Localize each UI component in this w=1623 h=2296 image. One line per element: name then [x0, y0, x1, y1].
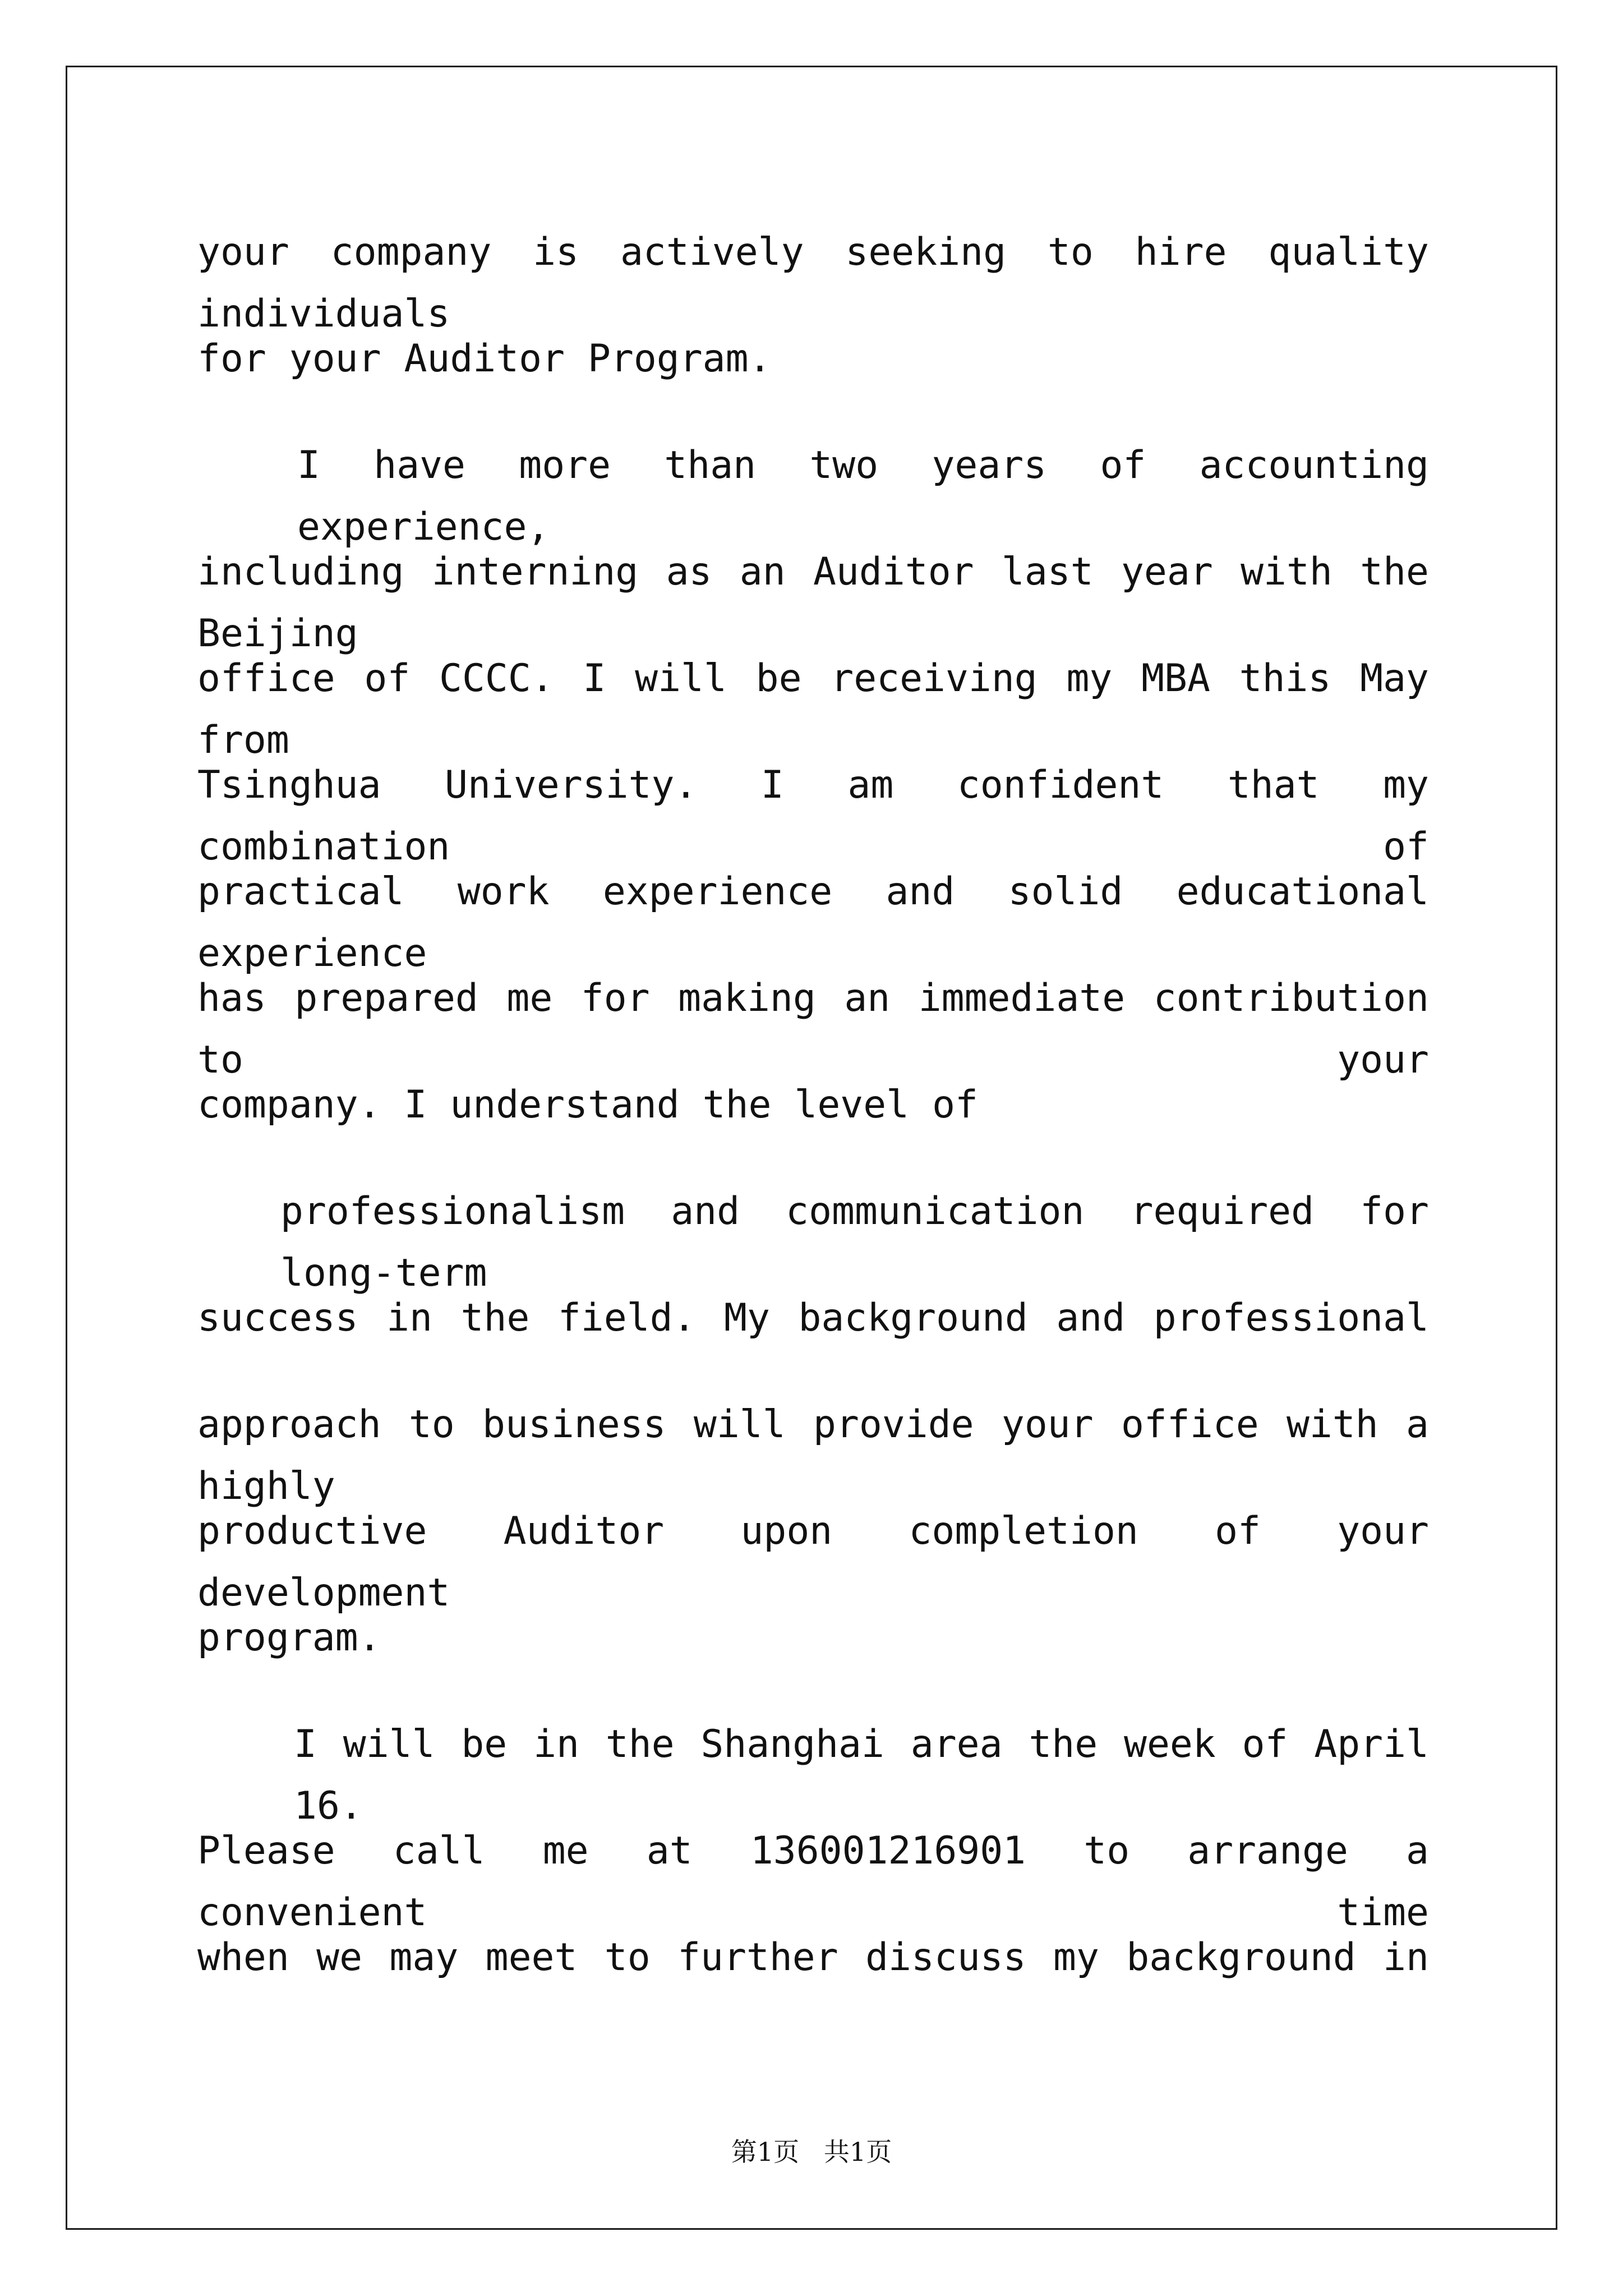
paragraph-start-line: I have more than two years of accounting experience, [297, 443, 1429, 549]
paragraph-start-line: I will be in the Shanghai area the week of April 16. [294, 1722, 1429, 1828]
text-line: has prepared me for making an immediate contribution to your [197, 976, 1429, 1082]
text-line: your company is actively seeking to hire quality individuals [197, 230, 1429, 336]
text-line: company. I understand the level of [197, 1083, 978, 1127]
text-line: practical work experience and solid educational experience [197, 869, 1429, 976]
page-number-footer: 第1页 共1页 [731, 2137, 892, 2167]
text-line: program. [197, 1616, 381, 1660]
text-line: productive Auditor upon completion of your development [197, 1509, 1429, 1615]
text-line: success in the field. My background and professional [197, 1296, 1429, 1340]
paragraph-start-line: professionalism and communication required for long-term [280, 1189, 1429, 1295]
text-line: approach to business will provide your office with a highly [197, 1402, 1429, 1508]
letter-body [197, 222, 1429, 2033]
text-line: when we may meet to further discuss my background in [197, 1935, 1429, 1980]
text-line: including interning as an Auditor last year with the Beijing [197, 550, 1429, 656]
text-line: office of CCCC. I will be receiving my MBA this May from [197, 656, 1429, 762]
text-line: Please call me at 136001216901 to arrange a convenient time [197, 1829, 1429, 1935]
text-line: Tsinghua University. I am confident that my combination of [197, 763, 1429, 869]
text-line: for your Auditor Program. [197, 337, 772, 381]
